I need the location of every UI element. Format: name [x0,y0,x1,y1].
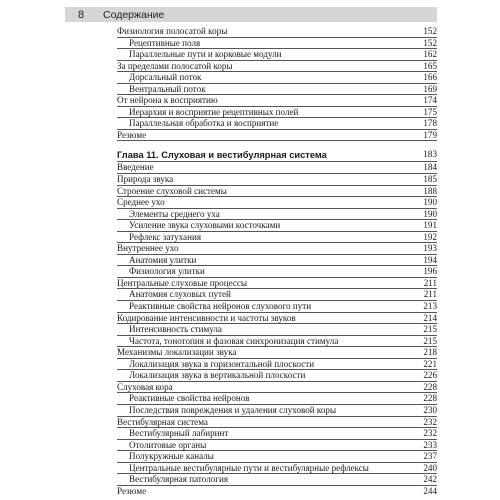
toc-entry-title: Механизмы локализации звука [117,347,237,358]
toc-entry-page: 190 [423,197,437,208]
toc-entry [117,220,437,232]
toc-entry-title: Локализация звука в горизонтальной плоскости [129,358,315,369]
toc-entry [117,440,437,452]
toc-entry-title: Резюме [117,485,147,496]
toc-entry [117,393,437,405]
toc-entry [117,255,437,267]
toc-entry [117,324,437,336]
chapter-heading [117,149,437,162]
toc-entry-page: 244 [423,485,437,496]
toc-entry-page: 233 [423,439,437,450]
toc-entry-page: 214 [423,312,437,323]
toc-entry [117,130,437,142]
toc-entry-page: 194 [423,254,437,265]
toc-entry-title: Физиология полосатой коры [117,26,228,36]
toc-entry-page: 179 [423,129,437,140]
toc-entry [117,428,437,440]
toc-entry-page: 183 [423,150,437,161]
toc-entry-page: 211 [423,277,437,288]
toc-entry-page: 165 [423,60,437,71]
toc-entry-title: Вестибулярная патология [129,474,229,485]
toc-entry-title: Слуховая кора [117,381,173,392]
toc-entry-title: Параллельные пути и корковые модули [129,49,282,60]
toc-entry [117,38,437,50]
toc-entry-page: 174 [423,95,437,106]
toc-entry-title: Интенсивность стимула [129,324,222,335]
toc-entry-page: 228 [423,393,437,404]
toc-entry-page: 228 [423,381,437,392]
toc-entry-title: Рецептивные поля [129,37,201,48]
toc-entry-page: 218 [423,347,437,358]
toc-entry-title: Иерархия и восприятие рецептивных полей [129,106,299,117]
toc-entry-title: Полукружные каналы [129,451,214,462]
toc-entry-title: Частота, тонотопия и фазовая синхронизация стимула [129,335,339,346]
toc-entry-title: Физиология улитки [129,266,205,277]
toc-entry [117,405,437,417]
toc-entry [117,417,437,429]
toc-entry-page: 230 [423,404,437,415]
toc-entry [117,347,437,359]
toc-entry [117,243,437,255]
toc-entry [117,336,437,348]
toc-entry-title: Глава 11. Слуховая и вестибулярная система [117,150,327,161]
toc-entry [117,486,437,497]
toc-entry-page: 196 [423,266,437,277]
toc-entry [117,209,437,221]
toc-entry [117,95,437,107]
toc-entry-page: 152 [423,37,437,48]
toc-entry-title: Вестибулярная система [117,416,208,427]
toc-entry-title: Реактивные свойства нейронов [129,393,250,404]
toc-entry [117,61,437,73]
toc-entry-title: Дорсальный поток [129,72,202,83]
toc-entry-page: 190 [423,208,437,219]
toc-entry-title: Среднее ухо [117,197,165,208]
toc-entry-title: Природа звука [117,174,174,185]
toc-entry [117,72,437,84]
toc-entry [117,463,437,475]
toc-entry [117,186,437,198]
toc-entry [117,49,437,61]
toc-entry-page: 221 [423,358,437,369]
toc-entry [117,474,437,486]
toc-entry [117,301,437,313]
toc-entry [117,266,437,278]
toc-entry [117,313,437,325]
toc-entry-title: Рефлекс затухания [129,231,201,242]
toc-entry-page: 152 [423,26,437,36]
page-header [65,7,437,22]
toc-entry-title: Анатомия слуховых путей [129,289,231,300]
toc-entry-title: Параллельная обработка и восприятие [129,118,279,129]
toc-entry-page: 213 [423,301,437,312]
toc-entry [117,278,437,290]
toc-entry [117,174,437,186]
toc-entry-page: 166 [423,72,437,83]
toc-entry-page: 226 [423,370,437,381]
toc-entry-page: 232 [423,428,437,439]
toc-entry-page: 237 [423,451,437,462]
toc-entry-title: Центральные вестибулярные пути и вестибулярные рефлексы [129,462,369,473]
toc-entry-title: Реактивные свойства нейронов слухового пути [129,301,312,312]
toc-entry-page: 178 [423,118,437,129]
toc-entry-title: Строение слуховой системы [117,185,227,196]
toc-entry-title: Вестибулярный лабиринт [129,428,229,439]
toc-entry-title: Резюме [117,129,147,140]
toc-entry-title: Внутреннее ухо [117,243,179,254]
toc-entry-title: Отолитовые органы [129,439,207,450]
toc-entry-title: Последствия повреждения и удаления слуховой коры [129,404,337,415]
toc-entry-page: 185 [423,174,437,185]
toc-entry [117,107,437,119]
toc-entry [117,232,437,244]
toc-entry-title: Кодирование интенсивности и частоты звуков [117,312,296,323]
toc-entry [117,289,437,301]
toc-entry [117,359,437,371]
toc-entry-title: Локализация звука в вертикальной плоскости [129,370,306,381]
toc-entry-page: 193 [423,243,437,254]
toc-entry-page: 215 [423,335,437,346]
toc-entry-page: 162 [423,49,437,60]
running-title: Содержание [103,8,165,21]
toc-entry-page: 215 [423,324,437,335]
toc-entry [117,26,437,38]
toc-entry-title: Анатомия улитки [129,254,197,265]
toc-entry-page: 188 [423,185,437,196]
toc-entry-title: За пределами полосатой коры [117,60,233,71]
toc-entry [117,197,437,209]
page-number: 8 [77,8,85,21]
toc-entry [117,451,437,463]
toc-entry-page: 191 [423,220,437,231]
toc-entry-page: 240 [423,462,437,473]
toc-entry-page: 232 [423,416,437,427]
toc-entry-title: Введение [117,162,154,173]
toc-entry [117,382,437,394]
toc-entry-title: От нейрона к восприятию [117,95,218,106]
toc-entry-title: Центральные слуховые процессы [117,277,248,288]
table-of-contents [117,26,437,496]
toc-entry [117,370,437,382]
toc-entry-page: 184 [423,162,437,173]
toc-entry [117,162,437,174]
toc-entry-page: 169 [423,83,437,94]
toc-entry-page: 211 [423,289,437,300]
toc-entry-page: 242 [423,474,437,485]
toc-entry-title: Усиление звука слуховыми косточками [129,220,281,231]
toc-entry-page: 192 [423,231,437,242]
toc-entry [117,118,437,130]
toc-entry-title: Вентральный поток [129,83,206,94]
toc-entry-page: 175 [423,106,437,117]
toc-entry [117,84,437,96]
toc-entry-title: Элементы среднего уха [129,208,220,219]
